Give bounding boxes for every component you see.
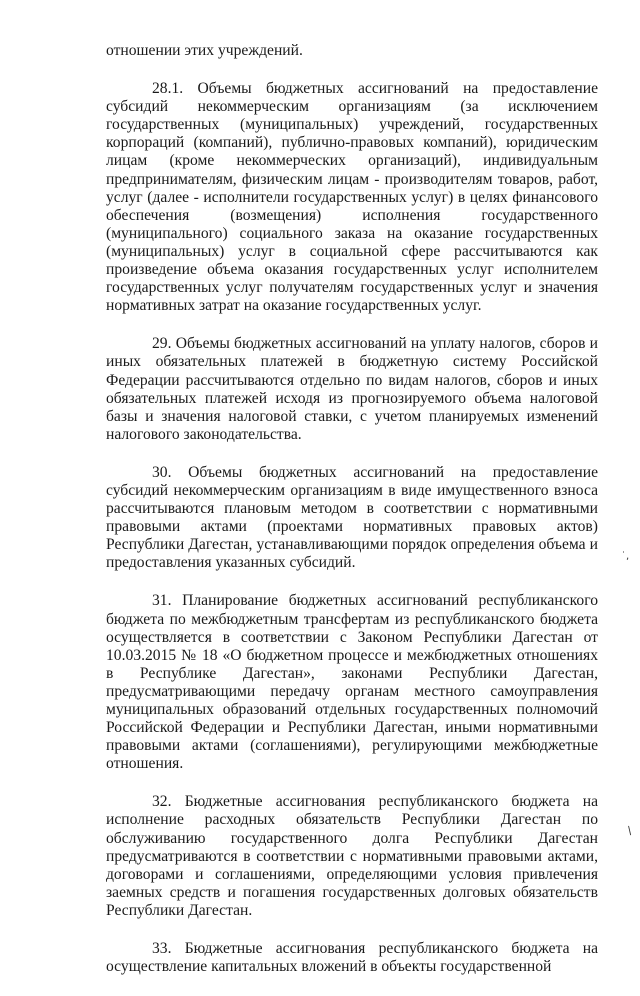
scan-artifact-mark: ˙, <box>621 551 630 562</box>
paragraph-continuation: отношении этих учреждений. <box>106 42 303 59</box>
paragraph-29: 29. Объемы бюджетных ассигнований на уплату налогов, сборов и иных обязательных платежей в бюджетную систему Российской Федерации рассчитываются отдельно по видам налогов, сборов и иных обязательных платежей исходя из прогнозируемого объема налоговой базы и значения налоговой ставки, с учетом планируемых изменений налогового законодательства. <box>106 335 598 443</box>
paragraph-31: 31. Планирование бюджетных ассигнований республиканского бюджета по межбюджетным трансфертам из республиканского бюджета осуществляется в соответствии с Законом Республики Дагестан от 10.03.2015 № 18 «О бюджетном процессе и межбюджетных отношениях в Республике Дагестан», законами Республики Дагестан, предусматривающими передачу органам местного самоуправления муниципальных образований отдельных государственных полномочий Российской Федерации и Республики Дагестан, иными нормативными правовыми актами (соглашениями), регулирующими межбюджетные отношения. <box>106 592 598 773</box>
paragraph-32: 32. Бюджетные ассигнования республиканского бюджета на исполнение расходных обязательств Республики Дагестан по обслуживанию государственного долга Республики Дагестан предусматриваются в соответствии с нормативными правовыми актами, договорами и соглашениями, определяющими условия привлечения заемных средств и погашения государственных долговых обязательств Республики Дагестан. <box>106 793 598 919</box>
document-body <box>106 42 598 996</box>
scan-artifact-mark: / <box>624 824 635 838</box>
paragraph-33: 33. Бюджетные ассигнования республиканского бюджета на осуществление капитальных вложений в объекты государственной <box>106 940 598 976</box>
paragraph-28-1: 28.1. Объемы бюджетных ассигнований на предоставление субсидий некоммерческим организациям (за исключением государственных (муниципальных) учреждений, государственных корпораций (компаний), публично-правовых компаний), юридическим лицам (кроме некоммерческих организаций), индивидуальным предпринимателям, физическим лицам - производителям товаров, работ, услуг (далее - исполнители государственных услуг) в целях финансового обеспечения (возмещения) исполнения государственного (муниципального) социального заказа на оказание государственных (муниципальных) услуг в социальной сфере рассчитываются как произведение объема оказания государственных услуг исполнителем государственных услуг получателям государственных услуг и значения нормативных затрат на оказание государственных услуг. <box>106 80 598 315</box>
paragraph-30: 30. Объемы бюджетных ассигнований на предоставление субсидий некоммерческим организациям в виде имущественного взноса рассчитываются плановым методом в соответствии с нормативными правовыми актами (проектами нормативных правовых актов) Республики Дагестан, устанавливающими порядок определения объема и предоставления указанных субсидий. <box>106 463 598 572</box>
